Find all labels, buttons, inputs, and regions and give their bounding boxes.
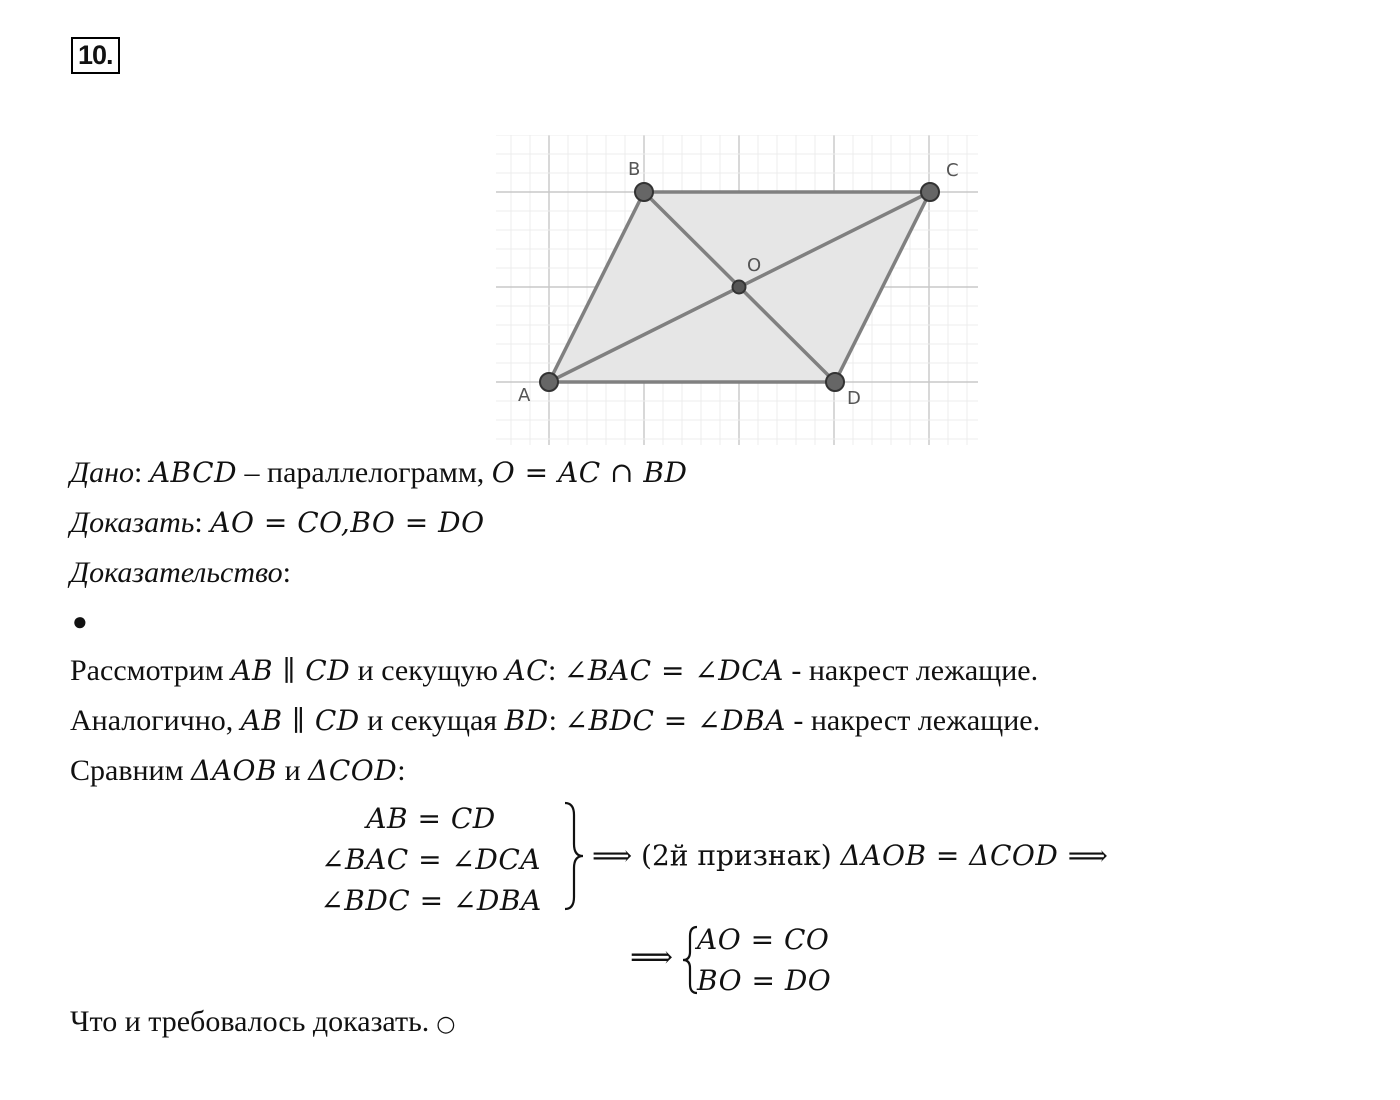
system-row: ∠BAC = ∠DCA (321, 843, 541, 876)
result-row: AO = CO (697, 923, 830, 956)
given-dash-text: – параллелограмм, (237, 456, 492, 489)
parallelogram-figure (496, 135, 978, 445)
proof-colon: : (282, 556, 291, 589)
line2-text-3: : (548, 704, 565, 737)
result-implies-arrow: ⟹ (630, 940, 674, 975)
result-row: BO = DO (697, 964, 832, 997)
line2-math-angles: ∠BDC = ∠DBA (564, 704, 786, 737)
line3-text-3: : (397, 754, 406, 787)
line3-text-2: и (277, 754, 309, 787)
line2-math-parallel: AB ∥ CD (240, 704, 360, 737)
label-b: B (628, 159, 641, 180)
proof-label: Доказательство (70, 556, 283, 589)
proof-line-1 (70, 653, 1038, 689)
implies-arrow: ⟹ (592, 839, 642, 872)
given-line (70, 455, 687, 491)
line1-math-parallel: AB ∥ CD (231, 654, 351, 687)
given-formula: O = AC ∩ BD (491, 456, 688, 489)
line3-text-1: Сравним (70, 754, 192, 787)
label-o: O (747, 255, 762, 276)
qed-circle-icon: ○ (429, 1012, 456, 1037)
line2-text-1: Аналогично, (70, 704, 241, 737)
point-c (921, 183, 939, 201)
point-b (635, 183, 653, 201)
line1-text-2: и секущую (350, 654, 506, 687)
line3-math-triangle-aob: ΔAOB (191, 754, 278, 787)
line2-math-secant: BD (504, 704, 549, 737)
proof-heading (70, 555, 291, 591)
line3-math-triangle-cod: ΔCOD (308, 754, 398, 787)
conclusion-line (70, 1004, 455, 1043)
given-label: Дано (70, 456, 134, 489)
result-system (697, 919, 831, 1001)
line2-text-2: и секущая (359, 704, 505, 737)
line2-text-4: - накрест лежащие. (785, 704, 1041, 737)
given-figure-name: ABCD (149, 456, 238, 489)
line1-math-secant: AC (505, 654, 549, 687)
point-d (826, 373, 844, 391)
proof-line-3 (70, 753, 406, 789)
line1-text-3: : (548, 654, 564, 687)
system-row: AB = CD (366, 802, 496, 835)
congruence-conclusion (592, 838, 1108, 874)
label-a: A (518, 385, 531, 406)
line1-math-angles: ∠BAC = ∠DCA (563, 654, 784, 687)
point-a (540, 373, 558, 391)
line1-text-4: - накрест лежащие. (783, 654, 1039, 687)
problem-number: 10. (71, 37, 120, 74)
prove-formula: AO = CO,BO = DO (210, 506, 485, 539)
right-brace-icon (562, 800, 588, 912)
label-c: C (946, 160, 959, 181)
equality-system (300, 798, 562, 921)
line1-text-1: Рассмотрим (70, 654, 232, 687)
bullet-point: ● (72, 607, 88, 636)
conclusion-text: Что и требовалось доказать. (70, 1005, 430, 1038)
system-row: ∠BDC = ∠DBA (320, 884, 542, 917)
congruence-result: ΔAOB = ΔCOD ⟹ (840, 839, 1109, 872)
label-d: D (847, 388, 861, 409)
prove-line (70, 505, 485, 541)
prove-colon: : (194, 506, 203, 539)
proof-line-2 (70, 703, 1040, 739)
given-colon: : (133, 456, 143, 489)
point-o (733, 281, 746, 294)
prove-label: Доказать (70, 506, 195, 539)
criterion-text: (2й признак) (641, 839, 841, 872)
